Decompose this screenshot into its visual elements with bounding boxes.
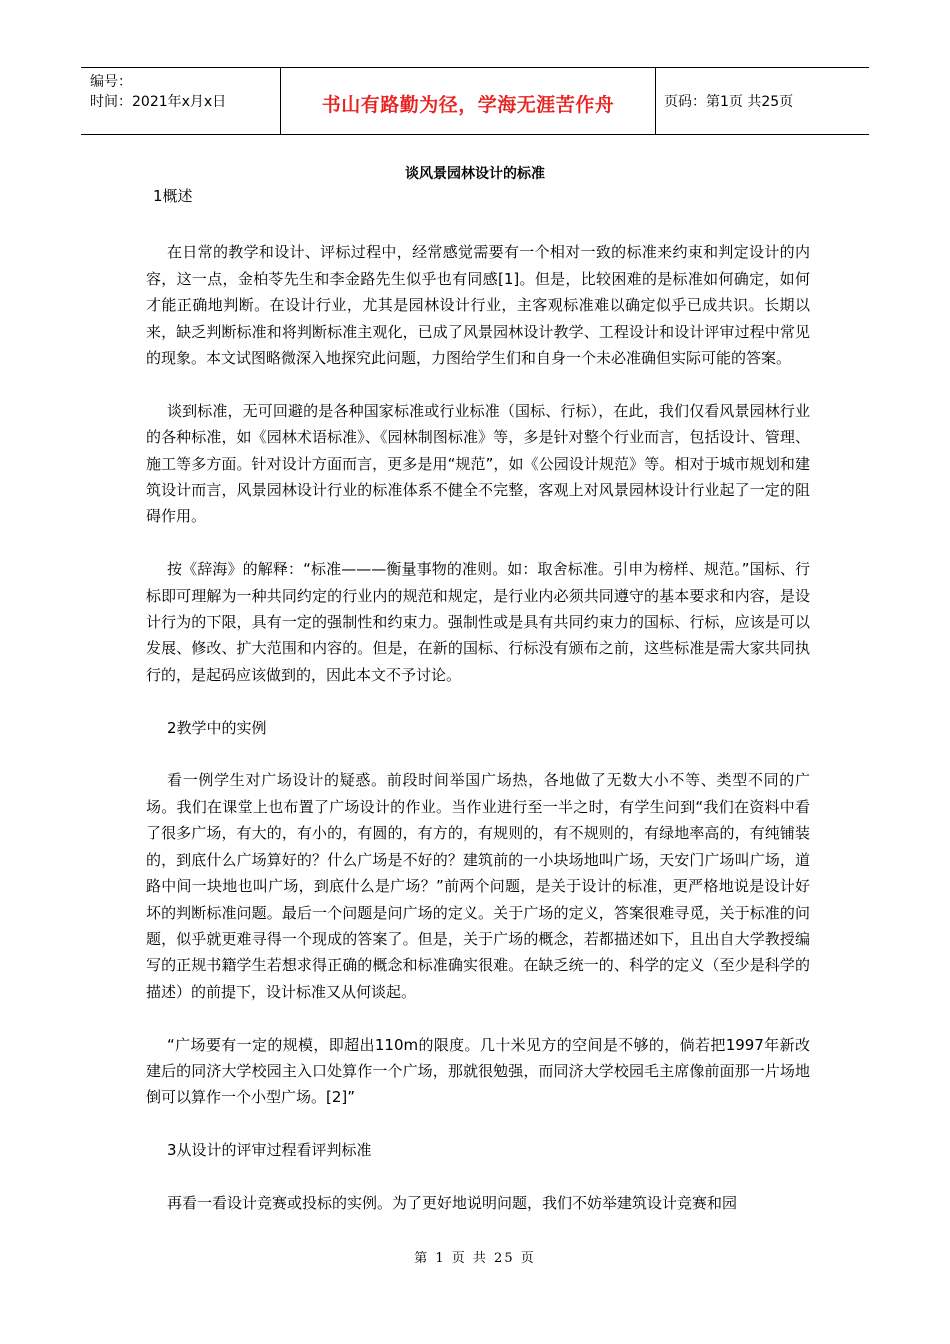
page-header xyxy=(81,67,869,135)
paragraph: 谈到标准，无可回避的是各种国家标准或行业标准（国标、行标），在此，我们仅看风景园林行业的各种标准，如《园林术语标准》、《园林制图标准》等，多是针对整个行业而言，包括设计、管理、施工等多方面。针对设计方面而言，更多是用“规范”，如《公园设计规范》等。相对于城市规划和建筑设计而言，风景园林设计行业的标准体系不健全不完整，客观上对风景园林设计行业起了一定的阻碍作用。 xyxy=(146,401,810,526)
header-motto: 书山有路勤为径，学海无涯苦作舟 xyxy=(321,93,615,116)
paragraph: 按《辞海》的解释：“标准———衡量事物的准则。如：取舍标准。引申为榜样、规范。”国标、行标即可理解为一种共同约定的行业内的规范和规定，是行业内必须共同遵守的基本要求和内容，是设计行为的下限，具有一定的强制性和约束力。强制性或是具有共同约束力的国标、行标，应该是可以发展、修改、扩大范围和内容的。但是，在新的国标、行标没有颁布之前，这些标准是需大家共同执行的，是起码应该做到的，因此本文不予讨论。 xyxy=(146,560,810,684)
document-title: 谈风景园林设计的标准 xyxy=(405,166,545,182)
document-number-label: 编号： xyxy=(90,74,132,90)
section-heading: 2教学中的实例 xyxy=(167,718,267,737)
paragraph: 再看一看设计竞赛或投标的实例。为了更好地说明问题，我们不妨举建筑设计竞赛和园 xyxy=(167,1193,738,1212)
header-motto-cell xyxy=(281,68,656,134)
page-footer: 第 1 页 共 25 页 xyxy=(414,1251,536,1266)
paragraph: “广场要有一定的规模，即超出110m的限度。几十米见方的空间是不够的，倘若把1997年新改建后的同济大学校园主入口处算作一个广场，那就很勉强，而同济大学校园毛主席像前面那一片场地倒可以算作一个小型广场。[2]” xyxy=(146,1035,810,1107)
section-heading: 3从设计的评审过程看评判标准 xyxy=(167,1141,372,1160)
paragraph: 看一例学生对广场设计的疑惑。前段时间举国广场热，各地做了无数大小不等、类型不同的广场。我们在课堂上也布置了广场设计的作业。当作业进行至一半之时，有学生问到“我们在资料中看了很多广场，有大的，有小的，有圆的，有方的，有规则的，有不规则的，有绿地率高的，有纯铺装的，到底什么广场算好的？什么广场是不好的？建筑前的一小块场地叫广场，天安门广场叫广场，道路中间一块地也叫广场，到底什么是广场？”前两个问题，是关于设计的标准，更严格地说是设计好坏的判断标准问题。最后一个问题是问广场的定义。关于广场的定义，答案很难寻觅，关于标准的问题，似乎就更难寻得一个现成的答案了。但是，关于广场的概念，若都描述如下，且出自大学教授编写的正规书籍学生若想求得正确的概念和标准确实很难。在缺乏统一的、科学的定义（至少是科学的描述）的前提下，设计标准又从何谈起。 xyxy=(146,771,810,1001)
document-time-label: 时间：2021年x月x日 xyxy=(90,94,227,110)
header-meta xyxy=(81,68,281,134)
section-heading: 1概述 xyxy=(153,187,193,205)
paragraph: 在日常的教学和设计、评标过程中，经常感觉需要有一个相对一致的标准来约束和判定设计的内容，这一点，金柏苓先生和李金路先生似乎也有同感[1]。但是，比较困难的是标准如何确定，如何才能正确地判断。在设计行业，尤其是园林设计行业，主客观标准难以确定似乎已成共识。长期以来，缺乏判断标准和将判断标准主观化，已成了风景园林设计教学、工程设计和设计评审过程中常见的现象。本文试图略微深入地探究此问题，力图给学生们和自身一个未必准确但实际可能的答案。 xyxy=(146,243,810,368)
header-page-info-cell xyxy=(656,68,869,134)
header-page-info: 页码：第1页 共25页 xyxy=(664,94,794,110)
document-body xyxy=(146,183,810,1216)
